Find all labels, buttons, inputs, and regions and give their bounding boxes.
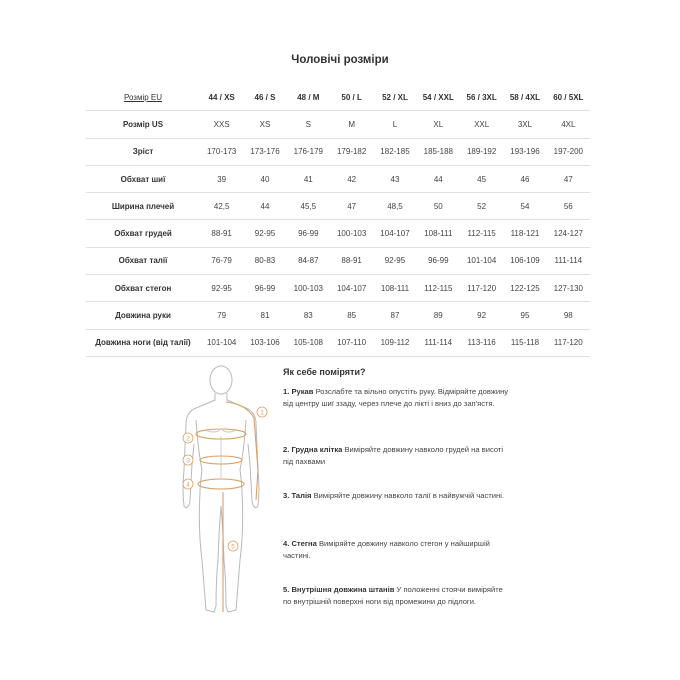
row-label: Зріст — [86, 138, 200, 165]
table-cell: 185-188 — [417, 138, 460, 165]
table-cell: 193-196 — [503, 138, 546, 165]
step-chest — [283, 444, 513, 468]
table-cell: 54 — [503, 193, 546, 220]
table-cell: 122-125 — [503, 275, 546, 302]
table-cell: 124-127 — [547, 220, 590, 247]
marker-1: 1 — [260, 409, 264, 417]
table-cell: 92 — [460, 302, 503, 329]
table-cell: 88-91 — [200, 220, 243, 247]
table-cell: 40 — [243, 165, 286, 192]
table-cell: 127-130 — [547, 275, 590, 302]
table-cell: 52 — [460, 193, 503, 220]
table-row-waist — [86, 247, 590, 274]
table-row-hips — [86, 275, 590, 302]
table-cell: 56 — [547, 193, 590, 220]
table-cell: XL — [417, 111, 460, 138]
table-cell: 42,5 — [200, 193, 243, 220]
row-label: Обхват талії — [86, 247, 200, 274]
table-cell: 105-108 — [287, 329, 330, 356]
step-inseam — [283, 584, 513, 608]
table-cell: 81 — [243, 302, 286, 329]
table-cell: 112-115 — [417, 275, 460, 302]
table-row-size-us — [86, 111, 590, 138]
row-label: Ширина плечей — [86, 193, 200, 220]
marker-5: 5 — [231, 543, 235, 551]
table-cell: 87 — [373, 302, 416, 329]
table-cell: 113-116 — [460, 329, 503, 356]
table-cell: 85 — [330, 302, 373, 329]
column-header: 54 / XXL — [417, 84, 460, 111]
table-cell: 48,5 — [373, 193, 416, 220]
marker-3: 3 — [186, 457, 190, 465]
table-cell: 3XL — [503, 111, 546, 138]
table-cell: 108-111 — [373, 275, 416, 302]
marker-2: 2 — [186, 435, 190, 443]
table-cell: XXL — [460, 111, 503, 138]
step-label: 4. Стегна — [283, 539, 317, 548]
table-cell: 117-120 — [547, 329, 590, 356]
table-cell: S — [287, 111, 330, 138]
step-text: Виміряйте довжину навколо талії в найвужчій частині. — [313, 491, 505, 500]
step-label: 2. Грудна клітка — [283, 445, 343, 454]
step-waist — [283, 490, 513, 502]
table-cell: 44 — [417, 165, 460, 192]
table-cell: 95 — [503, 302, 546, 329]
table-row-chest — [86, 220, 590, 247]
column-header: 56 / 3XL — [460, 84, 503, 111]
marker-4: 4 — [186, 481, 190, 489]
step-label: 1. Рукав — [283, 387, 314, 396]
table-cell: 44 — [243, 193, 286, 220]
table-row-shoulders — [86, 193, 590, 220]
table-cell: 101-104 — [200, 329, 243, 356]
table-cell: 96-99 — [243, 275, 286, 302]
table-cell: XS — [243, 111, 286, 138]
size-table — [86, 84, 590, 357]
table-cell: 45 — [460, 165, 503, 192]
table-cell: 107-110 — [330, 329, 373, 356]
measure-instructions — [283, 360, 513, 606]
step-text: Розслабте та вільно опустіть руку. Відміряйте довжину від центру шиї ззаду, через плече до лікті і вниз до зап'ястя. — [283, 387, 509, 408]
body-figure — [176, 360, 280, 622]
table-cell: 45,5 — [287, 193, 330, 220]
step-text: У положенні стоячи виміряйте по внутрішній поверхні ноги від промежини до підлоги. — [283, 585, 503, 606]
table-cell: 189-192 — [460, 138, 503, 165]
column-header: 52 / XL — [373, 84, 416, 111]
table-cell: 76-79 — [200, 247, 243, 274]
table-cell: 111-114 — [547, 247, 590, 274]
row-label: Обхват стегон — [86, 275, 200, 302]
column-header: 46 / S — [243, 84, 286, 111]
column-header: 44 / XS — [200, 84, 243, 111]
step-text: Виміряйте довжину навколо стегон у найширшій частині. — [283, 539, 490, 560]
table-cell: 103-106 — [243, 329, 286, 356]
column-header: 48 / M — [287, 84, 330, 111]
table-cell: 88-91 — [330, 247, 373, 274]
table-cell: 4XL — [547, 111, 590, 138]
table-cell: 197-200 — [547, 138, 590, 165]
table-cell: XXS — [200, 111, 243, 138]
table-cell: 47 — [547, 165, 590, 192]
table-cell: 182-185 — [373, 138, 416, 165]
instructions-title: Як себе поміряти? — [283, 367, 366, 377]
step-label: 3. Талія — [283, 491, 312, 500]
table-cell: 170-173 — [200, 138, 243, 165]
measurement-lines — [196, 402, 258, 612]
table-cell: M — [330, 111, 373, 138]
table-row-height — [86, 138, 590, 165]
column-header: 50 / L — [330, 84, 373, 111]
table-cell: 46 — [503, 165, 546, 192]
table-cell: 42 — [330, 165, 373, 192]
table-row-arm-length — [86, 302, 590, 329]
table-cell: 106-109 — [503, 247, 546, 274]
row-label: Довжина ноги (від талії) — [86, 329, 200, 356]
table-row-size-eu — [86, 84, 590, 111]
page-title: Чоловічі розміри — [291, 54, 389, 66]
row-label: Довжина руки — [86, 302, 200, 329]
table-cell: 41 — [287, 165, 330, 192]
table-cell: 100-103 — [330, 220, 373, 247]
table-cell: 115-118 — [503, 329, 546, 356]
row-label: Обхват шиї — [86, 165, 200, 192]
row-label: Розмір US — [86, 111, 200, 138]
table-cell: L — [373, 111, 416, 138]
body-outline-illustration — [176, 360, 280, 622]
table-cell: 111-114 — [417, 329, 460, 356]
table-cell: 80-83 — [243, 247, 286, 274]
row-label: Розмір EU — [86, 84, 200, 111]
table-cell: 118-121 — [503, 220, 546, 247]
table-cell: 176-179 — [287, 138, 330, 165]
table-cell: 173-176 — [243, 138, 286, 165]
table-cell: 96-99 — [287, 220, 330, 247]
step-sleeve — [283, 386, 513, 410]
table-cell: 92-95 — [200, 275, 243, 302]
table-cell: 39 — [200, 165, 243, 192]
table-cell: 100-103 — [287, 275, 330, 302]
table-cell: 179-182 — [330, 138, 373, 165]
step-label: 5. Внутрішня довжина штанів — [283, 585, 395, 594]
table-cell: 104-107 — [373, 220, 416, 247]
table-cell: 98 — [547, 302, 590, 329]
table-cell: 117-120 — [460, 275, 503, 302]
column-header: 60 / 5XL — [547, 84, 590, 111]
table-cell: 92-95 — [373, 247, 416, 274]
table-cell: 108-111 — [417, 220, 460, 247]
table-cell: 104-107 — [330, 275, 373, 302]
table-cell: 109-112 — [373, 329, 416, 356]
table-cell: 43 — [373, 165, 416, 192]
table-row-neck — [86, 165, 590, 192]
step-hips — [283, 538, 513, 562]
table-cell: 96-99 — [417, 247, 460, 274]
table-cell: 92-95 — [243, 220, 286, 247]
table-cell: 89 — [417, 302, 460, 329]
table-row-leg-length — [86, 329, 590, 356]
step-text: Виміряйте довжину навколо грудей на висоті під пахвами — [283, 445, 504, 466]
column-header: 58 / 4XL — [503, 84, 546, 111]
table-cell: 47 — [330, 193, 373, 220]
row-label: Обхват грудей — [86, 220, 200, 247]
table-cell: 84-87 — [287, 247, 330, 274]
table-cell: 83 — [287, 302, 330, 329]
table-cell: 112-115 — [460, 220, 503, 247]
table-cell: 50 — [417, 193, 460, 220]
table-cell: 101-104 — [460, 247, 503, 274]
table-cell: 79 — [200, 302, 243, 329]
